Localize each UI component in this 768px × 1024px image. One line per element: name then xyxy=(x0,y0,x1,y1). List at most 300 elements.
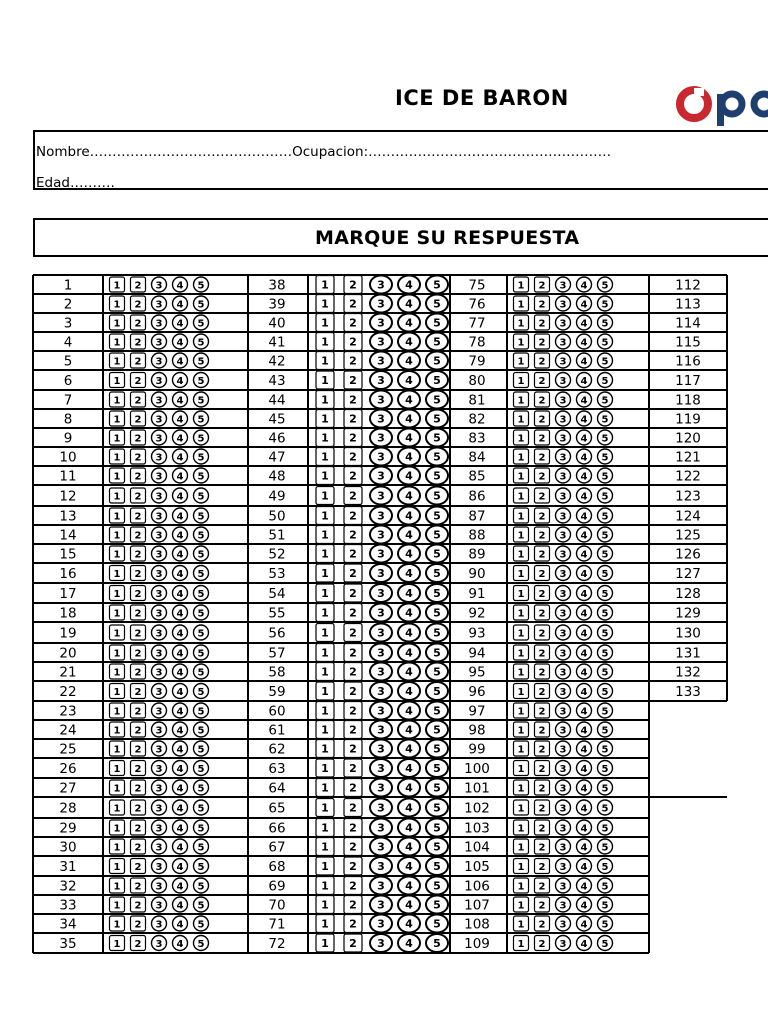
answer-option-label: 4 xyxy=(176,318,184,330)
answer-option-label: 1 xyxy=(321,587,329,600)
answer-option-label: 5 xyxy=(197,744,205,756)
answer-option-label: 2 xyxy=(134,687,142,698)
answer-option-label: 2 xyxy=(134,881,142,893)
question-number: 101 xyxy=(464,780,490,797)
answer-option-label: 5 xyxy=(601,687,609,698)
answer-option-label: 3 xyxy=(155,764,163,775)
answer-option-label: 3 xyxy=(377,431,385,445)
answer-option-label: 1 xyxy=(321,821,329,835)
answer-option-label: 3 xyxy=(377,567,385,580)
question-number: 46 xyxy=(268,430,286,447)
answer-option-label: 2 xyxy=(349,937,357,950)
answer-option-label: 5 xyxy=(601,299,609,311)
answer-option-label: 2 xyxy=(134,376,142,387)
answer-option-label: 3 xyxy=(155,706,163,718)
answer-option-label: 5 xyxy=(197,549,205,561)
answer-option-label: 5 xyxy=(197,511,205,523)
question-number: 122 xyxy=(675,468,701,485)
answer-option-label: 2 xyxy=(349,626,357,640)
question-number: 44 xyxy=(268,392,286,409)
answer-option-label: 5 xyxy=(197,452,205,464)
answer-option-label: 1 xyxy=(321,742,329,756)
answer-option-label: 2 xyxy=(349,606,357,620)
question-number: 67 xyxy=(268,839,286,856)
question-number: 39 xyxy=(268,296,286,313)
answer-option-label: 2 xyxy=(349,840,357,854)
answer-option-label: 4 xyxy=(176,900,184,912)
question-number: 55 xyxy=(268,605,286,622)
answer-option-label: 5 xyxy=(433,646,441,660)
question-number: 12 xyxy=(59,488,77,505)
answer-option-label: 3 xyxy=(155,687,163,698)
answer-option-label: 1 xyxy=(113,881,121,893)
answer-option-label: 1 xyxy=(113,299,121,311)
answer-option-label: 1 xyxy=(517,395,525,407)
question-number: 87 xyxy=(468,508,486,525)
answer-option-label: 3 xyxy=(377,646,385,660)
answer-option-label: 3 xyxy=(559,569,567,580)
answer-option-label: 5 xyxy=(601,280,609,292)
answer-option-label: 2 xyxy=(538,725,546,737)
question-number: 121 xyxy=(675,449,701,466)
answer-option-label: 1 xyxy=(517,471,525,483)
answer-option-label: 1 xyxy=(517,919,525,931)
answer-option-label: 4 xyxy=(580,706,588,718)
answer-option-label: 4 xyxy=(176,823,184,835)
answer-option-label: 4 xyxy=(580,589,588,600)
answer-option-label: 5 xyxy=(197,862,205,873)
answer-option-label: 1 xyxy=(321,781,329,795)
answer-option-label: 4 xyxy=(405,723,413,737)
answer-option-label: 3 xyxy=(155,452,163,464)
answer-option-label: 5 xyxy=(197,667,205,679)
answer-option-label: 5 xyxy=(197,569,205,580)
answer-option-label: 2 xyxy=(538,939,546,950)
answer-option-label: 1 xyxy=(517,318,525,330)
answer-option-label: 4 xyxy=(176,299,184,311)
question-number: 71 xyxy=(268,916,286,933)
answer-option-label: 1 xyxy=(517,764,525,775)
answer-option-label: 2 xyxy=(134,318,142,330)
answer-option-label: 5 xyxy=(601,764,609,775)
answer-option-label: 4 xyxy=(176,842,184,854)
answer-option-label: 2 xyxy=(349,665,357,679)
answer-option-label: 3 xyxy=(559,356,567,368)
answer-option-label: 5 xyxy=(601,744,609,756)
answer-option-label: 4 xyxy=(580,608,588,620)
answer-option-label: 4 xyxy=(176,919,184,931)
answer-option-label: 1 xyxy=(113,628,121,640)
answer-option-label: 2 xyxy=(538,491,546,503)
answer-option-label: 5 xyxy=(433,723,441,737)
answer-option-label: 4 xyxy=(405,393,413,407)
question-number: 123 xyxy=(675,488,701,505)
answer-option-label: 2 xyxy=(538,687,546,698)
answer-option-label: 1 xyxy=(321,646,329,660)
answer-option-label: 3 xyxy=(559,648,567,660)
question-number: 24 xyxy=(59,722,77,739)
answer-option-label: 2 xyxy=(349,704,357,718)
answer-option-label: 1 xyxy=(321,626,329,640)
answer-option-label: 5 xyxy=(433,626,441,640)
answer-option-label: 4 xyxy=(405,374,413,387)
answer-option-label: 4 xyxy=(405,547,413,561)
answer-option-label: 3 xyxy=(155,823,163,835)
answer-option-label: 4 xyxy=(405,840,413,854)
answer-option-label: 1 xyxy=(321,606,329,620)
answer-option-label: 5 xyxy=(601,608,609,620)
answer-option-label: 1 xyxy=(321,450,329,464)
question-number: 80 xyxy=(468,373,486,389)
answer-option-label: 4 xyxy=(405,316,413,330)
answer-option-label: 1 xyxy=(113,687,121,698)
answer-option-label: 4 xyxy=(580,725,588,737)
question-number: 107 xyxy=(464,897,490,914)
answer-option-label: 1 xyxy=(517,337,525,349)
answer-option-label: 4 xyxy=(405,860,413,873)
answer-option-label: 2 xyxy=(538,549,546,561)
answer-option-label: 5 xyxy=(433,335,441,349)
answer-option-label: 2 xyxy=(349,917,357,931)
answer-option-label: 1 xyxy=(321,840,329,854)
answer-option-label: 2 xyxy=(538,881,546,893)
answer-option-label: 2 xyxy=(349,821,357,835)
answer-option-label: 4 xyxy=(405,898,413,912)
question-number: 75 xyxy=(468,277,486,294)
answer-option-label: 2 xyxy=(538,318,546,330)
question-number: 106 xyxy=(464,878,490,895)
answer-option-label: 1 xyxy=(113,395,121,407)
answer-option-label: 3 xyxy=(559,667,567,679)
answer-option-label: 3 xyxy=(155,471,163,483)
answer-option-label: 1 xyxy=(321,567,329,580)
answer-option-label: 4 xyxy=(580,823,588,835)
answer-option-label: 5 xyxy=(197,589,205,600)
answer-option-label: 1 xyxy=(113,471,121,483)
answer-option-label: 2 xyxy=(538,783,546,795)
answer-option-label: 4 xyxy=(176,511,184,523)
answer-option-label: 4 xyxy=(580,744,588,756)
answer-option-label: 3 xyxy=(155,919,163,931)
answer-option-label: 2 xyxy=(349,762,357,775)
answer-option-label: 1 xyxy=(517,881,525,893)
answer-option-label: 3 xyxy=(377,937,385,950)
question-number: 52 xyxy=(268,546,286,563)
answer-option-label: 5 xyxy=(197,919,205,931)
question-number: 60 xyxy=(268,703,286,720)
answer-option-label: 2 xyxy=(134,744,142,756)
answer-option-label: 5 xyxy=(197,491,205,503)
answer-option-label: 5 xyxy=(601,823,609,835)
answer-option-label: 1 xyxy=(113,549,121,561)
answer-option-label: 1 xyxy=(113,764,121,775)
answer-option-label: 1 xyxy=(517,452,525,464)
answer-option-label: 4 xyxy=(580,862,588,873)
answer-option-label: 3 xyxy=(377,316,385,330)
answer-option-label: 3 xyxy=(155,900,163,912)
answer-option-label: 2 xyxy=(349,431,357,445)
question-number: 105 xyxy=(464,859,490,875)
answer-option-label: 4 xyxy=(176,862,184,873)
answer-option-label: 3 xyxy=(559,744,567,756)
answer-option-label: 5 xyxy=(433,742,441,756)
answer-option-label: 1 xyxy=(113,862,121,873)
question-number: 47 xyxy=(268,449,286,466)
question-number: 68 xyxy=(268,859,286,875)
answer-option-label: 4 xyxy=(405,685,413,698)
answer-option-label: 3 xyxy=(559,628,567,640)
answer-option-label: 2 xyxy=(349,450,357,464)
answer-option-label: 3 xyxy=(377,704,385,718)
answer-option-label: 3 xyxy=(559,803,567,815)
answer-option-label: 5 xyxy=(433,781,441,795)
answer-option-label: 1 xyxy=(113,919,121,931)
question-number: 18 xyxy=(59,605,77,622)
answer-option-label: 3 xyxy=(155,395,163,407)
answer-option-label: 2 xyxy=(538,648,546,660)
question-number: 31 xyxy=(59,859,77,875)
answer-option-label: 2 xyxy=(538,376,546,387)
answer-option-label: 1 xyxy=(517,549,525,561)
answer-option-label: 1 xyxy=(517,744,525,756)
answer-option-label: 1 xyxy=(113,744,121,756)
question-number: 2 xyxy=(63,296,73,313)
answer-option-label: 3 xyxy=(559,491,567,503)
answer-option-label: 5 xyxy=(197,648,205,660)
answer-option-label: 4 xyxy=(580,530,588,542)
question-number: 94 xyxy=(468,645,486,662)
answer-option-label: 2 xyxy=(134,471,142,483)
answer-option-label: 2 xyxy=(538,356,546,368)
answer-option-label: 1 xyxy=(321,665,329,679)
question-number: 1 xyxy=(63,277,73,294)
answer-option-label: 2 xyxy=(538,764,546,775)
answer-option-label: 5 xyxy=(433,354,441,368)
answer-option-label: 4 xyxy=(176,628,184,640)
question-number: 104 xyxy=(464,839,490,856)
question-number: 89 xyxy=(468,546,486,563)
answer-option-label: 1 xyxy=(321,704,329,718)
answer-option-label: 4 xyxy=(405,335,413,349)
answer-option-label: 2 xyxy=(349,412,357,426)
answer-option-label: 4 xyxy=(405,354,413,368)
answer-option-label: 1 xyxy=(517,725,525,737)
name-occupation-line[interactable]: Nombre………………………………………Ocupacion:……………………………………………… xyxy=(36,144,612,160)
answer-option-label: 1 xyxy=(321,469,329,483)
answer-option-label: 3 xyxy=(559,608,567,620)
answer-option-label: 4 xyxy=(176,783,184,795)
question-number: 90 xyxy=(468,566,486,582)
answer-option-label: 5 xyxy=(601,803,609,815)
answer-option-label: 5 xyxy=(433,412,441,426)
question-number: 45 xyxy=(268,411,286,428)
answer-option-label: 1 xyxy=(321,528,329,542)
answer-option-label: 3 xyxy=(559,414,567,426)
answer-option-label: 1 xyxy=(113,783,121,795)
question-number: 100 xyxy=(464,761,490,777)
answer-option-label: 4 xyxy=(580,414,588,426)
answer-option-label: 5 xyxy=(197,299,205,311)
age-line[interactable]: Edad………. xyxy=(36,175,115,191)
answer-option-label: 3 xyxy=(377,860,385,873)
answer-option-label: 3 xyxy=(155,881,163,893)
answer-option-label: 4 xyxy=(580,842,588,854)
answer-option-label: 3 xyxy=(377,547,385,561)
answer-option-label: 3 xyxy=(559,299,567,311)
answer-option-label: 1 xyxy=(517,862,525,873)
page-title: ICE DE BARON xyxy=(395,86,569,110)
answer-option-label: 3 xyxy=(559,706,567,718)
answer-option-label: 5 xyxy=(433,685,441,698)
answer-option-label: 4 xyxy=(405,665,413,679)
answer-option-label: 1 xyxy=(113,900,121,912)
answer-option-label: 4 xyxy=(405,469,413,483)
answer-option-label: 5 xyxy=(197,471,205,483)
answer-option-label: 4 xyxy=(405,297,413,311)
answer-option-label: 3 xyxy=(377,297,385,311)
answer-option-label: 1 xyxy=(113,589,121,600)
answer-option-label: 4 xyxy=(405,626,413,640)
answer-option-label: 5 xyxy=(601,667,609,679)
answer-option-label: 1 xyxy=(113,356,121,368)
answer-option-label: 4 xyxy=(580,376,588,387)
answer-option-label: 2 xyxy=(349,316,357,330)
answer-option-label: 5 xyxy=(197,725,205,737)
answer-option-label: 1 xyxy=(113,491,121,503)
answer-option-label: 2 xyxy=(538,862,546,873)
answer-option-label: 1 xyxy=(113,939,121,950)
answer-option-label: 2 xyxy=(134,862,142,873)
question-number: 115 xyxy=(675,334,701,351)
answer-option-label: 3 xyxy=(377,840,385,854)
answer-option-label: 1 xyxy=(321,412,329,426)
answer-option-label: 5 xyxy=(197,395,205,407)
answer-option-label: 3 xyxy=(559,376,567,387)
answer-option-label: 1 xyxy=(321,762,329,775)
answer-option-label: 4 xyxy=(405,587,413,600)
question-number: 16 xyxy=(59,566,77,582)
answer-option-label: 1 xyxy=(113,318,121,330)
question-number: 96 xyxy=(468,684,486,700)
answer-option-label: 3 xyxy=(377,606,385,620)
question-number: 54 xyxy=(268,586,286,602)
answer-option-label: 2 xyxy=(134,706,142,718)
answer-option-label: 1 xyxy=(321,489,329,503)
answer-option-label: 4 xyxy=(405,781,413,795)
answer-option-label: 1 xyxy=(517,648,525,660)
answer-option-label: 3 xyxy=(377,665,385,679)
answer-option-label: 3 xyxy=(377,335,385,349)
question-number: 42 xyxy=(268,353,286,370)
answer-option-label: 3 xyxy=(155,608,163,620)
answer-option-label: 5 xyxy=(433,278,441,292)
answer-option-label: 2 xyxy=(349,547,357,561)
answer-option-label: 2 xyxy=(134,783,142,795)
answer-option-label: 2 xyxy=(349,509,357,523)
answer-option-label: 4 xyxy=(405,509,413,523)
question-number: 5 xyxy=(63,353,73,370)
answer-option-label: 3 xyxy=(155,939,163,950)
question-number: 11 xyxy=(59,468,77,485)
question-number: 88 xyxy=(468,527,486,544)
answer-option-label: 4 xyxy=(580,356,588,368)
question-number: 41 xyxy=(268,334,286,351)
answer-option-label: 4 xyxy=(580,511,588,523)
answer-option-label: 5 xyxy=(433,469,441,483)
instruction-text: MARQUE SU RESPUESTA xyxy=(315,227,580,249)
answer-option-label: 4 xyxy=(176,744,184,756)
question-number: 103 xyxy=(464,820,490,837)
answer-option-label: 5 xyxy=(197,706,205,718)
answer-option-label: 5 xyxy=(601,530,609,542)
answer-option-label: 1 xyxy=(113,337,121,349)
answer-option-label: 1 xyxy=(517,433,525,445)
answer-option-label: 1 xyxy=(517,356,525,368)
answer-option-label: 3 xyxy=(377,685,385,698)
question-number: 51 xyxy=(268,527,286,544)
answer-option-label: 3 xyxy=(559,725,567,737)
answer-option-label: 5 xyxy=(433,704,441,718)
question-number: 76 xyxy=(468,296,486,313)
answer-option-label: 2 xyxy=(134,589,142,600)
question-number: 38 xyxy=(268,277,286,294)
answer-option-label: 2 xyxy=(538,299,546,311)
question-number: 21 xyxy=(59,664,77,681)
answer-option-label: 4 xyxy=(176,530,184,542)
answer-option-label: 3 xyxy=(377,354,385,368)
answer-option-label: 5 xyxy=(601,433,609,445)
answer-option-label: 4 xyxy=(405,646,413,660)
question-number: 84 xyxy=(468,449,486,466)
answer-option-label: 4 xyxy=(580,919,588,931)
answer-option-label: 2 xyxy=(349,646,357,660)
answer-option-label: 5 xyxy=(601,395,609,407)
answer-option-label: 4 xyxy=(580,783,588,795)
answer-option-label: 3 xyxy=(155,744,163,756)
answer-option-label: 2 xyxy=(349,742,357,756)
answer-option-label: 3 xyxy=(559,842,567,854)
answer-option-label: 1 xyxy=(517,608,525,620)
answer-option-label: 2 xyxy=(538,433,546,445)
answer-option-label: 2 xyxy=(134,803,142,815)
answer-option-label: 4 xyxy=(405,450,413,464)
answer-option-label: 4 xyxy=(580,452,588,464)
answer-option-label: 5 xyxy=(197,900,205,912)
answer-option-label: 3 xyxy=(377,821,385,835)
answer-option-label: 4 xyxy=(580,318,588,330)
answer-option-label: 5 xyxy=(197,414,205,426)
answer-option-label: 4 xyxy=(580,667,588,679)
answer-option-label: 2 xyxy=(538,569,546,580)
answer-option-label: 2 xyxy=(134,299,142,311)
answer-option-label: 1 xyxy=(321,278,329,292)
answer-option-label: 2 xyxy=(134,725,142,737)
answer-option-label: 1 xyxy=(517,783,525,795)
answer-option-label: 5 xyxy=(197,803,205,815)
answer-option-label: 4 xyxy=(176,376,184,387)
answer-option-label: 2 xyxy=(538,628,546,640)
answer-option-label: 5 xyxy=(433,860,441,873)
question-number: 25 xyxy=(59,741,77,758)
answer-option-label: 4 xyxy=(176,881,184,893)
answer-option-label: 2 xyxy=(349,469,357,483)
question-number: 49 xyxy=(268,488,286,505)
question-number: 99 xyxy=(468,741,486,758)
answer-option-label: 5 xyxy=(433,547,441,561)
question-number: 33 xyxy=(59,897,77,914)
answer-option-label: 3 xyxy=(559,452,567,464)
answer-option-label: 3 xyxy=(559,511,567,523)
